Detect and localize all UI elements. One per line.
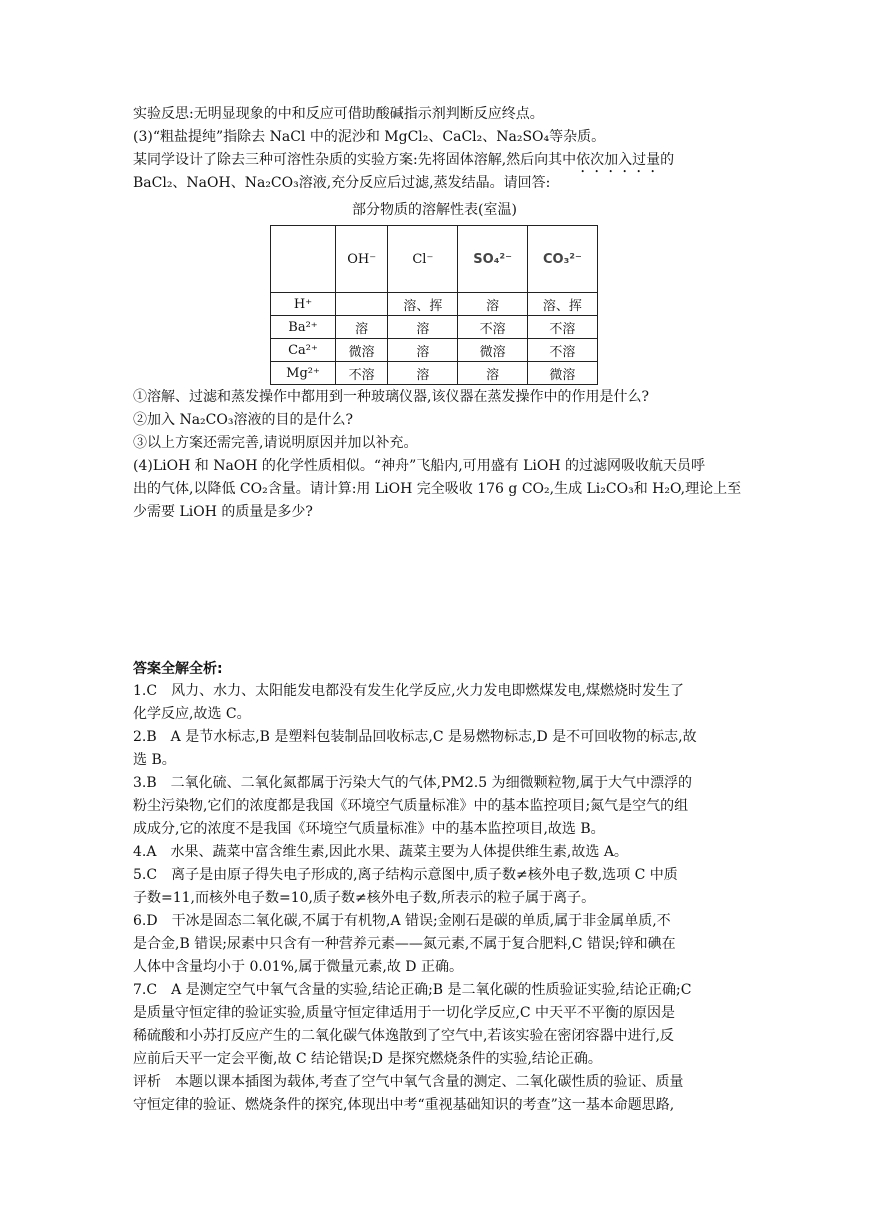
table-corner-cell xyxy=(271,226,336,293)
answer-line: 2.B A 是节水标志,B 是塑料包装制品回收标志,C 是易燃物标志,D 是不可回收物的标志,故 xyxy=(133,729,697,745)
answer-line: 7.C A 是测定空气中氧气含量的实验,结论正确;B 是二氧化碳的性质验证实验,结论正确;C xyxy=(133,982,692,998)
header-oh: OH⁻ xyxy=(336,226,388,293)
row-ion: Ca²⁺ xyxy=(271,339,336,362)
table-cell: 微溶 xyxy=(336,339,388,362)
q3-plan-text-b: 的 xyxy=(660,152,675,168)
question-4-line1: (4)LiOH 和 NaOH 的化学性质相似。“神舟”飞船内,可用盛有 LiOH 的过滤网吸收航天员呼 xyxy=(133,458,706,474)
table-header-row xyxy=(271,226,598,293)
table-cell: 不溶 xyxy=(336,362,388,385)
question-4-line3: 少需要 LiOH 的质量是多少? xyxy=(133,504,313,520)
answer-line: 子数=11,而核外电子数=10,质子数≠核外电子数,所表示的粒子属于离子。 xyxy=(133,890,596,906)
table-cell: 溶 xyxy=(388,339,458,362)
answer-line: 5.C 离子是由原子得失电子形成的,离子结构示意图中,质子数≠核外电子数,选项 C 中质 xyxy=(133,867,678,883)
table-cell: 溶 xyxy=(388,316,458,339)
header-cl: Cl⁻ xyxy=(388,226,458,293)
answer-line: 是质量守恒定律的验证实验,质量守恒定律适用于一切化学反应,C 中天平不平衡的原因是 xyxy=(133,1005,676,1021)
answer-line: 化学反应,故选 C。 xyxy=(133,706,251,722)
answers-heading: 答案全解全析: xyxy=(133,661,223,677)
answer-line: 应前后天平一定会平衡,故 C 结论错误;D 是探究燃烧条件的实验,结论正确。 xyxy=(133,1051,602,1067)
table-caption: 部分物质的溶解性表(室温) xyxy=(352,202,517,218)
table-cell: 微溶 xyxy=(527,362,597,385)
table-row xyxy=(271,362,598,385)
answer-line: 粉尘污染物,它们的浓度都是我国《环境空气质量标准》中的基本监控项目;氮气是空气的组 xyxy=(133,798,689,814)
answer-line: 6.D 干冰是固态二氧化碳,不属于有机物,A 错误;金刚石是碳的单质,属于非金属单质,不 xyxy=(133,913,671,929)
table-cell: 溶 xyxy=(458,293,527,316)
table-cell: 溶、挥 xyxy=(527,293,597,316)
answer-line: 4.A 水果、蔬菜中富含维生素,因此水果、蔬菜主要为人体提供维生素,故选 A。 xyxy=(133,844,628,860)
row-ion: Mg²⁺ xyxy=(271,362,336,385)
answer-line: 稀硫酸和小苏打反应产生的二氧化碳气体逸散到了空气中,若该实验在密闭容器中进行,反 xyxy=(133,1028,674,1044)
q3-plan-line2: BaCl₂、NaOH、Na₂CO₃溶液,充分反应后过滤,蒸发结晶。请回答: xyxy=(133,175,551,191)
answer-line: 守恒定律的验证、燃烧条件的探究,体现出中考“重视基础知识的考查”这一基本命题思路, xyxy=(133,1097,675,1113)
answer-line: 3.B 二氧化硫、二氧化氮都属于污染大气的气体,PM2.5 为细微颗粒物,属于大气中漂浮的 xyxy=(133,775,693,791)
header-so4: SO₄²⁻ xyxy=(458,226,527,293)
question-1: ①溶解、过滤和蒸发操作中都用到一种玻璃仪器,该仪器在蒸发操作中的作用是什么? xyxy=(133,389,649,405)
answer-line: 选 B。 xyxy=(133,752,176,768)
q3-plan-text-a: 某同学设计了除去三种可溶性杂质的实验方案:先将固体溶解,然后向其中 xyxy=(133,152,577,168)
table-cell: 不溶 xyxy=(527,316,597,339)
table-cell: 溶 xyxy=(458,362,527,385)
answer-line: 1.C 风力、水力、太阳能发电都没有发生化学反应,火力发电即燃煤发电,煤燃烧时发生了 xyxy=(133,683,684,699)
table-row xyxy=(271,316,598,339)
row-ion: Ba²⁺ xyxy=(271,316,336,339)
table-row xyxy=(271,293,598,316)
table-cell: 不溶 xyxy=(458,316,527,339)
table-cell: 微溶 xyxy=(458,339,527,362)
table-cell: 溶 xyxy=(336,316,388,339)
answer-line: 成成分,它的浓度不是我国《环境空气质量标准》中的基本监控项目,故选 B。 xyxy=(133,821,605,837)
question-2: ②加入 Na₂CO₃溶液的目的是什么? xyxy=(133,412,353,428)
answer-line: 是合金,B 错误;尿素中只含有一种营养元素——氮元素,不属于复合肥料,C 错误;锌和碘在 xyxy=(133,936,676,952)
q3-plan-line1 xyxy=(133,149,674,171)
row-ion: H⁺ xyxy=(271,293,336,316)
solubility-table xyxy=(270,225,598,385)
q3-plan-emphasis: 依次加入过量 xyxy=(576,152,661,168)
table-cell: 溶、挥 xyxy=(388,293,458,316)
header-co3: CO₃²⁻ xyxy=(527,226,597,293)
question-3: ③以上方案还需完善,请说明原因并加以补充。 xyxy=(133,435,418,451)
q3-intro: (3)“粗盐提纯”指除去 NaCl 中的泥沙和 MgCl₂、CaCl₂、Na₂SO₄等杂质。 xyxy=(133,129,606,145)
answer-line: 人体中含量均小于 0.01%,属于微量元素,故 D 正确。 xyxy=(133,959,463,975)
table-row xyxy=(271,339,598,362)
answer-line: 评析 本题以课本插图为载体,考查了空气中氧气含量的测定、二氧化碳性质的验证、质量 xyxy=(133,1074,684,1090)
table-cell: 不溶 xyxy=(527,339,597,362)
question-4-line2: 出的气体,以降低 CO₂含量。请计算:用 LiOH 完全吸收 176 g CO₂,生成 Li₂CO₃和 H₂O,理论上至 xyxy=(133,481,742,497)
table-cell xyxy=(336,293,388,316)
table-cell: 溶 xyxy=(388,362,458,385)
reflection-line: 实验反思:无明显现象的中和反应可借助酸碱指示剂判断反应终点。 xyxy=(133,106,544,122)
